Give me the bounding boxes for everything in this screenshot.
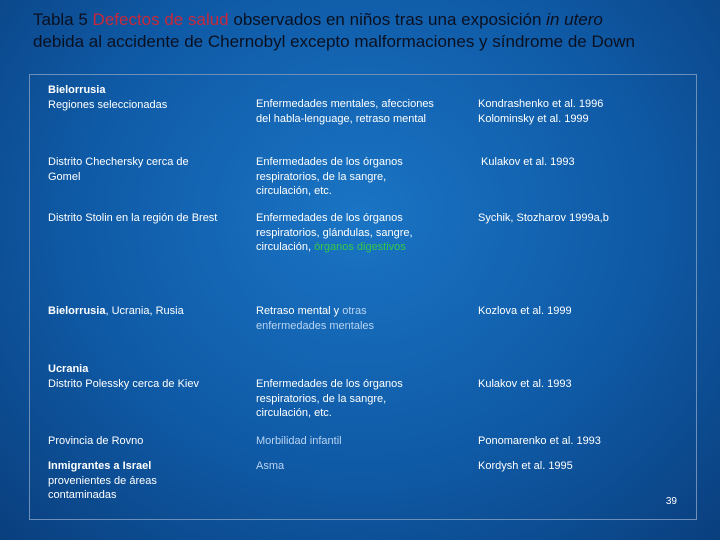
row-4-reference: Kozlova et al. 1999 (478, 305, 572, 317)
row-6-region: Provincia de Rovno (48, 435, 144, 447)
title-prefix: Tabla 5 (33, 10, 93, 29)
region-bold: Ucrania (48, 363, 89, 375)
row-7-reference: Kordysh et al. 1995 (478, 460, 573, 472)
row-7-disease: Asma (256, 460, 285, 472)
row-6-reference: Ponomarenko et al. 1993 (478, 435, 601, 447)
row-2-region: Distrito Chechersky cerca de Gomel (48, 156, 189, 183)
row-3-disease (256, 211, 436, 255)
row-3-region: Distrito Stolin en la región de Brest (48, 212, 218, 224)
title-highlight: Defectos de salud (92, 10, 229, 29)
region-bold: Inmigrantes a Israel (48, 460, 152, 472)
page-number: 39 (665, 496, 677, 507)
row-5-reference: Kulakov et al. 1993 (478, 378, 572, 390)
row-6-disease: Morbilidad infantil (256, 435, 342, 447)
title-line2: debida al accidente de Chernobyl excepto malformaciones y síndrome de Down (33, 32, 635, 51)
row-4-disease (256, 304, 436, 333)
region-text: Distrito Polessky cerca de Kiev (48, 377, 199, 390)
disease-highlight: órganos digestivos (314, 241, 406, 253)
row-7-region (48, 459, 223, 503)
disease-text: Enfermedades de los órganos respiratorios, glándulas, sangre, circulación, (256, 212, 413, 253)
title-middle: observados en niños tras una exposición (228, 10, 547, 29)
row-4-region (48, 304, 223, 319)
region-text: , Ucrania, Rusia (105, 305, 184, 317)
disease-highlight: otras enfermedades mentales (256, 305, 375, 332)
region-text: provenientes de áreas contaminadas (48, 474, 157, 501)
row-2-disease: Enfermedades de los órganos respiratorios, de la sangre, circulación, etc. (256, 156, 403, 197)
disease-text: Retraso mental y (256, 305, 343, 317)
region-bold: Bielorrusia (48, 84, 106, 96)
health-defects-table (29, 74, 697, 520)
title-italic: in utero (546, 10, 603, 29)
row-1-region (48, 83, 223, 112)
slide-title (33, 9, 713, 53)
row-2-reference: Kulakov et al. 1993 (478, 156, 575, 168)
row-1-reference: Kondrashenko et al. 1996 Kolominsky et al. 1999 (478, 98, 604, 125)
region-bold: Bielorrusia (48, 305, 106, 317)
row-5-disease: Enfermedades de los órganos respiratorios, de la sangre, circulación, etc. (256, 378, 403, 419)
row-1-disease: Enfermedades mentales, afecciones del habla-lenguage, retraso mental (256, 98, 434, 125)
row-3-reference: Sychik, Stozharov 1999a,b (478, 212, 609, 224)
row-5-region (48, 362, 223, 391)
region-text: Regiones seleccionadas (48, 98, 168, 111)
